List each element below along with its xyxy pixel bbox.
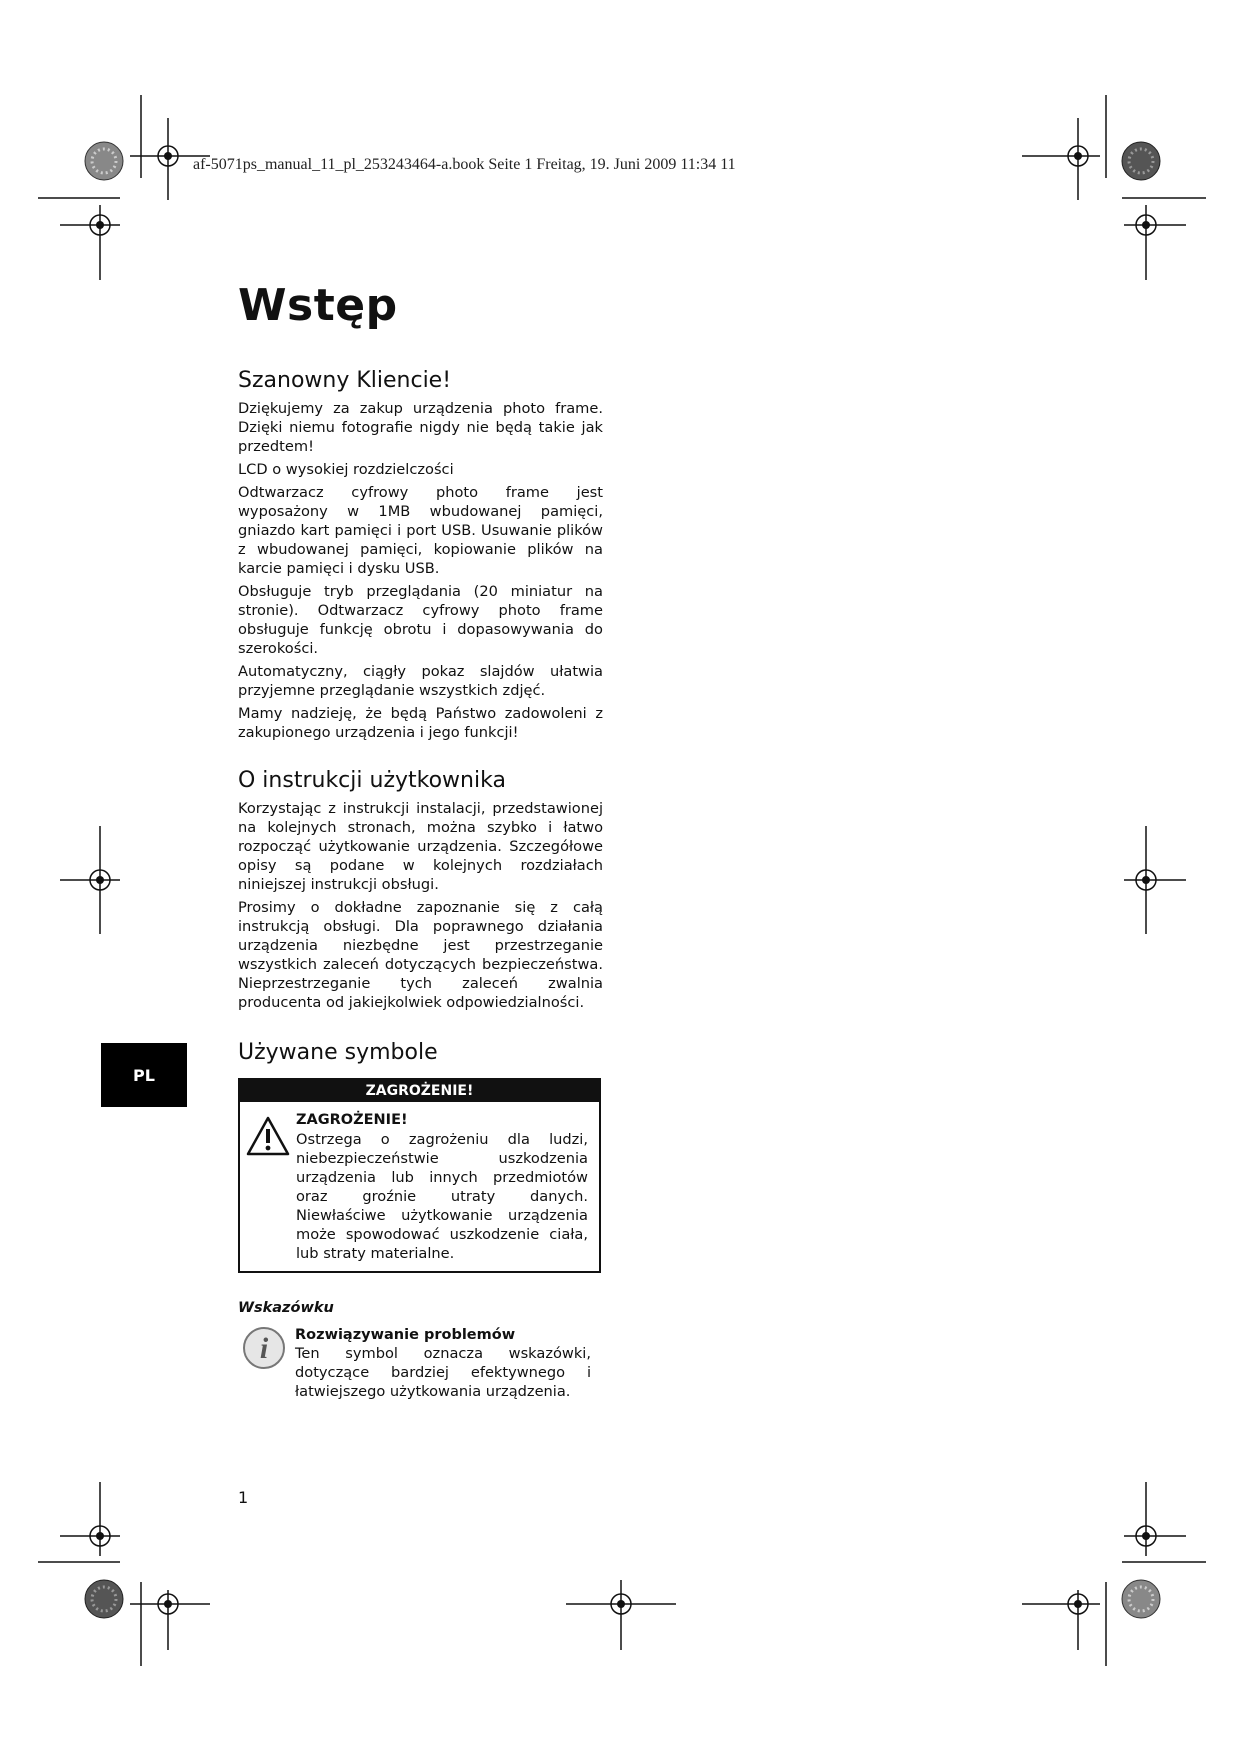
- note-content: [295, 1327, 591, 1405]
- note-text: Ten symbol oznacza wskazówki, dotyczące bardziej efektywnego i łatwiejszego użytkowania urządzenia.: [295, 1345, 591, 1400]
- svg-text:i: i: [259, 1332, 269, 1365]
- manual-heading: O instrukcji użytkownika: [238, 768, 506, 793]
- manual-paragraph-2: Prosimy o dokładne zapoznanie się z całą instrukcją obsługi. Dla poprawnego działania urządzenia niezbędne jest przestrzeganie wszystkich zaleceń dotyczących bezpieczeństwa. Nieprzestrzeganie tych zaleceń zwalnia producenta od jakiejkolwiek odpowiedzialności.: [238, 899, 603, 1011]
- page-number: 1: [238, 1488, 249, 1507]
- danger-content: [296, 1112, 588, 1267]
- info-icon: [242, 1326, 286, 1370]
- language-tab: PL: [101, 1043, 187, 1107]
- danger-box: [238, 1078, 601, 1273]
- note-label: Wskazówku: [238, 1300, 334, 1316]
- section-manual: [238, 768, 603, 1016]
- section-symbols: [238, 1040, 603, 1065]
- page-title: Wstęp: [238, 280, 398, 331]
- intro-paragraph-5: Automatyczny, ciągły pokaz slajdów ułatwia przyjemne przeglądanie wszystkich zdjęć.: [238, 663, 603, 699]
- manual-paragraph-1: Korzystając z instrukcji instalacji, przedstawionej na kolejnych stronach, można szybko i łatwo rozpocząć użytkowanie urządzenia. Szczegółowe opisy są podane w kolejnych rozdziałach niniejszej instrukcji obsługi.: [238, 800, 603, 893]
- intro-paragraph-4: Obsługuje tryb przeglądania (20 miniatur na stronie). Odtwarzacz cyfrowy photo frame obsługuje funkcję obrotu i dopasowywania do szerokości.: [238, 583, 603, 657]
- symbols-heading: Używane symbole: [238, 1040, 438, 1065]
- intro-paragraph-6: Mamy nadzieję, że będą Państwo zadowoleni z zakupionego urządzenia i jego funkcji!: [238, 705, 603, 741]
- intro-heading: Szanowny Kliencie!: [238, 368, 452, 393]
- intro-paragraph-3: Odtwarzacz cyfrowy photo frame jest wyposażony w 1MB wbudowanej pamięci, gniazdo kart pamięci i port USB. Usuwanie plików z wbudowanej pamięci, kopiowanie plików na karcie pamięci i dysku USB.: [238, 484, 603, 577]
- book-header-line: af-5071ps_manual_11_pl_253243464-a.book Seite 1 Freitag, 19. Juni 2009 11:34 11: [193, 156, 736, 173]
- intro-paragraph-1: Dziękujemy za zakup urządzenia photo frame. Dzięki niemu fotografie nigdy nie będą takie jak przedtem!: [238, 400, 603, 455]
- warning-triangle-icon: [246, 1116, 290, 1156]
- section-intro: [238, 368, 603, 746]
- intro-paragraph-2: LCD o wysokiej rozdzielczości: [238, 461, 454, 478]
- danger-title: ZAGROŻENIE!: [296, 1112, 408, 1128]
- note-title: Rozwiązywanie problemów: [295, 1327, 516, 1343]
- danger-text: Ostrzega o zagrożeniu dla ludzi, niebezpieczeństwie uszkodzenia urządzenia lub innych przedmiotów oraz groźnie utraty danych. Niewłaściwe użytkowanie urządzenia może spowodować uszkodzenie ciała, lub straty materialne.: [296, 1131, 588, 1262]
- danger-box-header: ZAGROŻENIE!: [240, 1080, 599, 1102]
